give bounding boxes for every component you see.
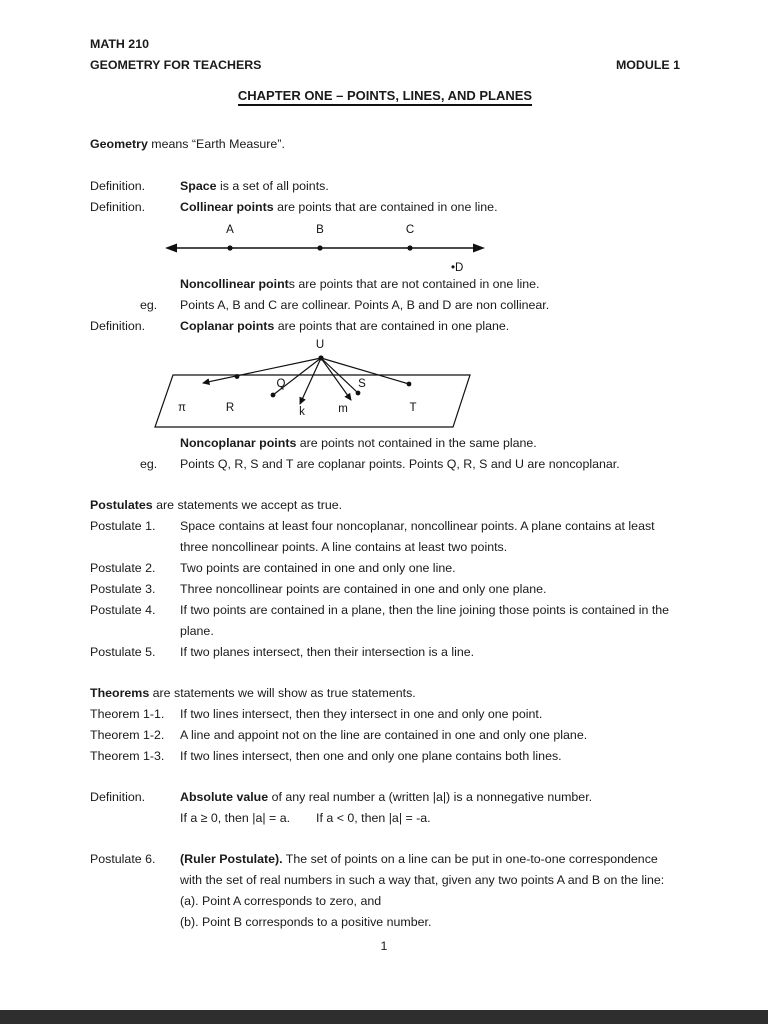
course-title: GEOMETRY FOR TEACHERS — [90, 58, 262, 72]
postulate-label: Postulate 5. — [90, 645, 156, 659]
noncoplanar-term: Noncoplanar points — [180, 436, 297, 450]
definition-text: are points that are contained in one line. — [273, 200, 498, 214]
postulate-row — [90, 516, 680, 558]
postulate-text: Three noncollinear points are contained in one and only one plane. — [180, 582, 547, 596]
theorem-row — [90, 704, 680, 725]
definition-term: Absolute value — [180, 790, 269, 804]
definition-content — [180, 197, 680, 218]
theorem-text: If two lines intersect, then one and only one plane contains both lines. — [180, 749, 562, 763]
point-label-u: U — [315, 339, 325, 351]
absolute-value-line2 — [180, 808, 680, 829]
point-label-s: S — [358, 378, 366, 390]
ruler-postulate-text — [180, 849, 680, 891]
theorems-intro — [90, 683, 680, 704]
postulate-row — [90, 558, 680, 579]
definition-label: Definition. — [90, 319, 146, 333]
noncoplanar-line — [90, 433, 680, 454]
postulate-content — [180, 849, 680, 933]
theorem-text: A line and appoint not on the line are contained in one and only one plane. — [180, 728, 588, 742]
definition-content — [180, 787, 680, 829]
postulate-label: Postulate 6. — [90, 852, 156, 866]
definition-label: Definition. — [90, 200, 146, 214]
ruler-postulate-body: The set of points on a line can be put in one-to-one correspondence with the set of real numbers in such a way that, given any two points A and B on the line: — [180, 852, 665, 887]
left-arrowhead-icon — [165, 244, 177, 253]
theorem-label: Theorem 1-2. — [90, 728, 165, 742]
definition-text: are points that are contained in one plane. — [274, 319, 510, 333]
postulates-intro — [90, 495, 680, 516]
definition-label: Definition. — [90, 179, 146, 193]
definition-term: Collinear points — [180, 200, 274, 214]
postulate-row — [90, 642, 680, 663]
postulate-row — [90, 600, 680, 642]
theorems-term: Theorems — [90, 686, 150, 700]
postulate-text: If two points are contained in a plane, then the line joining those points is contained in the plane. — [180, 603, 670, 638]
point-t-dot — [407, 382, 412, 387]
example-label: eg. — [140, 298, 158, 312]
intro-term: Geometry — [90, 137, 148, 151]
postulate-label: Postulate 1. — [90, 519, 156, 533]
intro-line — [90, 134, 680, 155]
line-label-m: m — [338, 403, 348, 415]
noncollinear-line — [90, 274, 680, 295]
postulate-row — [90, 579, 680, 600]
line-label-k: k — [299, 406, 305, 418]
abs-case-nonnegative: If a ≥ 0, then |a| = a. — [180, 811, 291, 825]
point-label-a: A — [226, 224, 234, 236]
point-label-d: •D — [451, 262, 464, 274]
course-code: MATH 210 — [90, 37, 149, 51]
point-s-dot — [356, 391, 361, 396]
point-c-dot — [407, 245, 412, 250]
ruler-postulate-item-a: (a). Point A corresponds to zero, and — [180, 894, 382, 908]
definition-content — [180, 316, 680, 337]
ray-u-left — [203, 358, 321, 383]
definition-term: Coplanar points — [180, 319, 275, 333]
point-q-dot — [271, 393, 276, 398]
point-label-b: B — [316, 224, 324, 236]
theorem-text: If two lines intersect, then they intersect in one and only one point. — [180, 707, 543, 721]
point-a-dot — [227, 245, 232, 250]
point-label-t: T — [409, 402, 417, 414]
noncollinear-content — [180, 274, 680, 295]
noncollinear-text: s are points that are not contained in one line. — [288, 277, 540, 291]
theorem-label: Theorem 1-1. — [90, 707, 165, 721]
definition-text: is a set of all points. — [216, 179, 329, 193]
postulate-6 — [90, 849, 680, 933]
page-number: 1 — [380, 939, 388, 953]
chapter-title-text: CHAPTER ONE – POINTS, LINES, AND PLANES — [238, 88, 532, 106]
absolute-value-line1 — [180, 787, 680, 808]
ray-u-m — [321, 358, 351, 400]
noncoplanar-text: are points not contained in the same plane. — [296, 436, 537, 450]
chapter-title — [90, 85, 680, 107]
definition-coplanar — [90, 316, 680, 337]
spacer — [90, 433, 180, 454]
postulate-text: Space contains at least four noncoplanar, noncollinear points. A plane contains at least three noncollinear points. A line contains at least two points. — [180, 519, 655, 554]
point-label-q: Q — [276, 378, 286, 390]
theorem-row — [90, 746, 680, 767]
theorems-text: are statements we will show as true statements. — [149, 686, 416, 700]
noncollinear-term: Noncollinear point — [180, 277, 289, 291]
definition-label: Definition. — [90, 790, 146, 804]
ruler-postulate-term: (Ruler Postulate). — [180, 852, 283, 866]
point-r-dot — [235, 374, 240, 379]
point-b-dot — [317, 245, 322, 250]
viewer-bottom-bar — [0, 1010, 768, 1024]
postulate-text: If two planes intersect, then their intersection is a line. — [180, 645, 475, 659]
ruler-postulate-item-b: (b). Point B corresponds to a positive number. — [180, 915, 432, 929]
example-collinear — [90, 295, 680, 316]
module-label: MODULE 1 — [615, 58, 680, 72]
point-label-r: R — [225, 402, 235, 414]
theorem-label: Theorem 1-3. — [90, 749, 165, 763]
document-header-row — [90, 55, 680, 76]
definition-content — [180, 176, 680, 197]
postulate-text: Two points are contained in one and only one line. — [180, 561, 456, 575]
ray-u-k — [300, 358, 321, 404]
right-arrowhead-icon — [473, 244, 485, 253]
definition-text: of any real number a (written |a|) is a nonnegative number. — [268, 790, 593, 804]
postulates-text: are statements we accept as true. — [152, 498, 343, 512]
example-text: Points A, B and C are collinear. Points A, B and D are non collinear. — [180, 298, 550, 312]
definition-space — [90, 176, 680, 197]
example-label: eg. — [140, 457, 158, 471]
plane-outline — [155, 375, 470, 427]
postulate-label: Postulate 3. — [90, 582, 156, 596]
postulate-label: Postulate 4. — [90, 603, 156, 617]
noncoplanar-content — [180, 433, 680, 454]
point-label-c: C — [405, 224, 415, 236]
definition-absolute-value — [90, 787, 680, 829]
spacer — [90, 274, 180, 295]
example-coplanar — [90, 454, 680, 475]
intro-text: means “Earth Measure”. — [147, 137, 285, 151]
definition-collinear — [90, 197, 680, 218]
abs-case-negative: If a < 0, then |a| = -a. — [316, 811, 431, 825]
theorem-row — [90, 725, 680, 746]
postulates-term: Postulates — [90, 498, 153, 512]
definition-term: Space — [180, 179, 217, 193]
figure-collinear-points — [160, 220, 490, 274]
example-text: Points Q, R, S and T are coplanar points. Points Q, R, S and U are noncoplanar. — [180, 457, 620, 471]
plane-label-pi: π — [178, 402, 186, 414]
figure-coplanar-points — [145, 337, 485, 433]
postulate-label: Postulate 2. — [90, 561, 156, 575]
